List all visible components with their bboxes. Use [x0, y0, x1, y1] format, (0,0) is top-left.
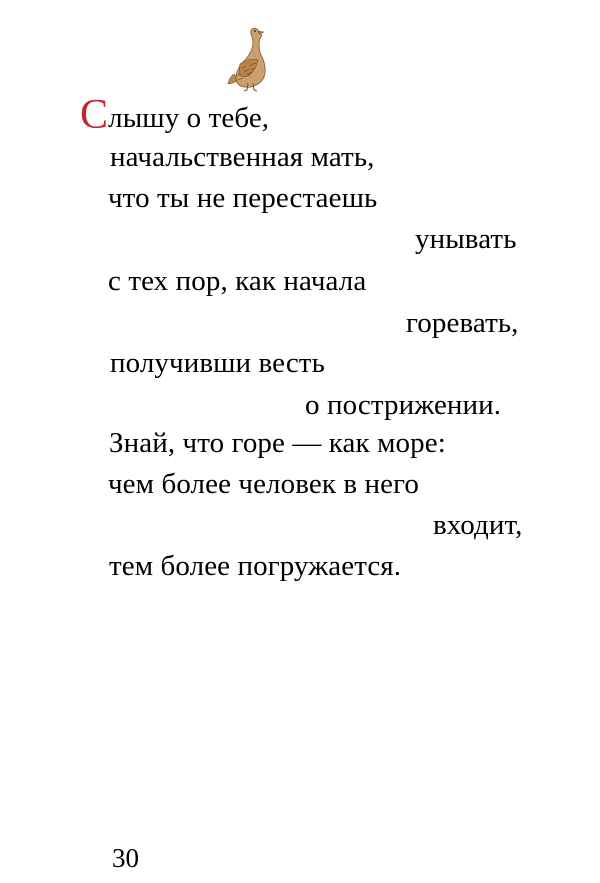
poem-line-4: унывать — [415, 223, 517, 255]
poem-line-3: что ты не перестаешь — [108, 182, 378, 214]
poem-line-11: входит, — [433, 509, 523, 541]
poem-line-6: горевать, — [406, 307, 519, 339]
poem-line-8: о пострижении. — [305, 389, 502, 421]
poem-line-12: тем более погружается. — [109, 550, 402, 582]
poem-line-5: с тех пор, как начала — [108, 265, 367, 297]
poem-line-9: Знай, что горе — как море: — [109, 427, 446, 459]
poem-line-text: лышу о тебе, — [108, 102, 270, 134]
poem-line-10: чем более человек в него — [108, 468, 419, 500]
poem-line-7: получивши весть — [110, 347, 325, 379]
poem-line-2: начальственная мать, — [110, 141, 375, 173]
poem-line-1 — [80, 92, 270, 138]
drop-cap-letter: С — [80, 92, 109, 138]
bird-illustration-icon — [222, 24, 280, 92]
page-number: 30 — [112, 843, 139, 873]
